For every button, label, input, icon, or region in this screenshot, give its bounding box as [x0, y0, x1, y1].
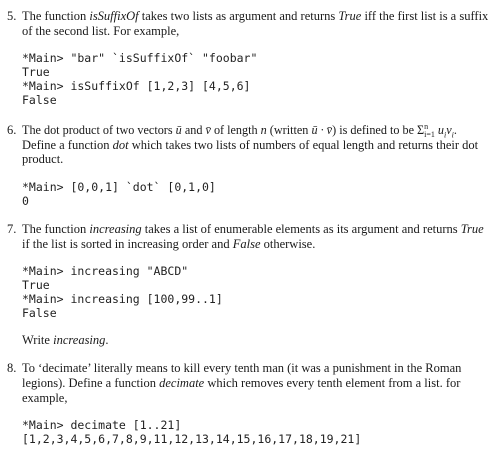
code-line: False [22, 93, 57, 107]
function-name: dot [112, 138, 129, 152]
code-line: *Main> "bar" `isSuffixOf` "foobar" [22, 51, 258, 65]
function-name: increasing [89, 222, 142, 236]
question-text-line: product. [22, 152, 64, 166]
question-number: 7. [7, 222, 17, 236]
sum-symbol: Σ [417, 123, 425, 137]
question-text-line: The function increasing takes a list of enumerable elements as its argument and returns True [22, 222, 484, 236]
code-line: False [22, 306, 57, 320]
question-number: 6. [7, 123, 17, 137]
question-number: 8. [7, 361, 17, 375]
question-number: 5. [7, 9, 17, 23]
question-text-line: legions). Define a function decimate which removes every tenth element from a list. for [22, 376, 461, 390]
instruction-line: Write increasing. [22, 333, 109, 347]
question-text-line: if the list is sorted in increasing order and False otherwise. [22, 237, 316, 251]
code-line: True [22, 278, 50, 292]
code-line: *Main> [0,0,1] `dot` [0,1,0] [22, 180, 216, 194]
code-line: True [22, 65, 50, 79]
code-line: [1,2,3,4,5,6,7,8,9,11,12,13,14,15,16,17,18,19,21] [22, 432, 362, 446]
question-text-line: of the second list. For example, [22, 24, 180, 38]
function-name: isSuffixOf [89, 9, 139, 23]
question-text-line: Define a function dot which takes two lists of numbers of equal length and returns their dot [22, 138, 479, 152]
code-line: *Main> decimate [1..21] [22, 418, 182, 432]
question-text-line: example, [22, 391, 68, 405]
code-line: *Main> increasing "ABCD" [22, 264, 189, 278]
function-name: decimate [159, 376, 205, 390]
code-line: *Main> increasing [100,99..1] [22, 292, 223, 306]
question-text-line: The function isSuffixOf takes two lists as argument and returns True iff the first list is a suffix [22, 9, 488, 23]
question-text-line: To ‘decimate’ literally means to kill every tenth man (it was a punishment in the Roman [22, 361, 462, 375]
function-name: increasing [53, 333, 106, 347]
code-line: 0 [22, 194, 29, 208]
code-line: *Main> isSuffixOf [1,2,3] [4,5,6] [22, 79, 251, 93]
question-text-line: The dot product of two vectors ū and v̄ of length n (written ū · v̄) is defined to be $\Sigma^n_{i=1}$ $u_iv_i$. [22, 122, 457, 140]
